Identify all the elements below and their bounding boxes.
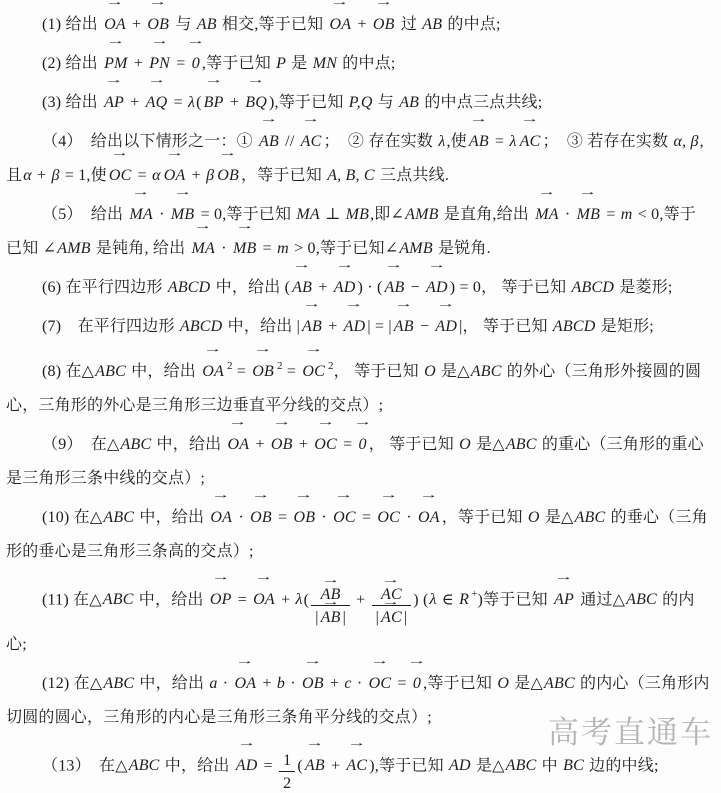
vector-term: → AB (319, 586, 343, 604)
vector-term: → OB (371, 8, 397, 42)
vector-term: → MA (127, 198, 155, 232)
list-item-11 (6, 574, 711, 662)
superscript: + (471, 588, 478, 601)
vector-term: → PN (147, 47, 172, 81)
text-run: + (324, 318, 342, 335)
text-run: | (315, 609, 319, 627)
vector-term: → OB (269, 428, 295, 462)
text-run: ( (196, 94, 202, 111)
math-variable: O (424, 363, 436, 380)
text-run: ，等于已知 (441, 509, 527, 526)
text-run: ，等于已知 (240, 167, 327, 184)
math-variable: ABCD (179, 318, 223, 335)
vector-term: → AC (379, 608, 404, 627)
text-run: = 0,等于已知 (196, 206, 296, 223)
text-run: 的中点; (443, 16, 501, 33)
text-run: = (338, 436, 357, 453)
math-variable: λ (429, 591, 437, 609)
vector-term: → OA (102, 8, 128, 42)
text-run: · (218, 674, 233, 692)
math-variable: ABC (128, 757, 160, 775)
text-run: = (133, 167, 152, 184)
math-variable: MA (296, 206, 320, 223)
text-run: ∈ (437, 591, 459, 609)
math-variable: AMB (57, 240, 91, 257)
vector-term: → OP (208, 583, 234, 617)
text-run: + (351, 591, 370, 609)
text-run: 是菱形; (615, 279, 673, 296)
text-run: 与 (373, 94, 399, 111)
text-run: + (325, 674, 344, 692)
text-run: (11) 在△ (42, 591, 102, 609)
text-run: 是△ (471, 757, 505, 775)
vector-term: → OA (208, 501, 234, 535)
vector-term: → MA (190, 232, 218, 266)
text-run: 是锐角. (433, 240, 491, 257)
text-run: | (403, 609, 408, 627)
vector-term: → AB (319, 608, 343, 627)
text-run: （4） 给出以下情形之一：① (42, 133, 258, 150)
vector-term: → BP (202, 86, 226, 120)
math-variable: ABCD (552, 318, 596, 335)
vector-term: → OC (312, 428, 339, 462)
list-item-5 (6, 198, 711, 266)
text-run: = (357, 509, 376, 526)
vector-term: → OC (331, 501, 358, 535)
vector-term: → AC (518, 125, 543, 159)
vector-term: → 0 (190, 47, 202, 81)
text-run: ) = 0， 等于已知 (449, 279, 571, 296)
vector-term: → AB (467, 125, 491, 159)
vector-term: → AC (379, 586, 404, 604)
text-run: 是矩形; (596, 318, 654, 335)
vector-term: → OA (200, 355, 226, 389)
text-run: 三点共线. (375, 167, 450, 184)
text-run: · (234, 509, 249, 526)
math-variable: ABCD (167, 279, 211, 296)
text-run: − (415, 318, 434, 335)
math-variable: α, β (673, 133, 699, 150)
superscript: 2 (327, 360, 334, 372)
math-variable: ABC (103, 509, 135, 526)
text-run: = 1,使 (60, 167, 107, 184)
math-variable: β (206, 167, 215, 184)
vector-term: → PM (102, 47, 130, 81)
text-run: | (342, 609, 346, 627)
text-run: 1 (283, 751, 292, 769)
vector-term: → OB (250, 355, 276, 389)
vector-term: → OC (107, 159, 134, 193)
vector-term: → AB (257, 125, 281, 159)
text-run: ) ( (413, 591, 429, 609)
text-run: (2) 给出 (42, 55, 103, 72)
math-variable: ABC (505, 436, 537, 453)
text-run: = (233, 591, 252, 609)
text-run: ； ③ 若存在实数 (542, 133, 673, 150)
text-run: + (129, 55, 148, 72)
list-item-3 (6, 86, 711, 120)
vector-term: → MB (231, 232, 259, 266)
text-run: 相交,等于已知 (217, 16, 328, 33)
fraction (311, 574, 350, 628)
vector-term: → AP (552, 583, 576, 617)
text-run: + (127, 16, 146, 33)
vector-term: → OA (233, 667, 259, 701)
text-run: ， 等于已知 (333, 363, 424, 380)
text-run: · (402, 509, 416, 526)
text-run: (10) 在△ (42, 509, 103, 526)
text-run: ,即∠ (370, 206, 405, 223)
math-variable: a (209, 674, 218, 692)
text-run: 的垂心（三角形的垂心是三角形三条高的交点）; (6, 509, 708, 560)
text-run: + (294, 436, 313, 453)
text-run: (3) 给出 (42, 94, 103, 111)
text-run: |， 等于已知 (459, 318, 552, 335)
text-run: + (32, 167, 51, 184)
math-variable: λ (438, 133, 446, 150)
text-run: 边的中线; (584, 757, 659, 775)
vector-term: → AP (102, 86, 126, 120)
fraction-denominator (279, 772, 295, 793)
vector-term: → 0 (411, 667, 423, 701)
text-run: 中，给出 (127, 363, 201, 380)
text-run: (8) 在△ (42, 363, 95, 380)
math-variable: AMB (399, 240, 433, 257)
math-variable: λ (295, 591, 303, 609)
text-run: 2 (283, 774, 292, 792)
text-run: = (490, 133, 509, 150)
math-variable: ABC (544, 674, 575, 692)
text-run: ,使 (446, 133, 467, 150)
vector-term: → AB (290, 271, 314, 305)
text-run: + (225, 94, 244, 111)
vector-term: → AC (344, 749, 369, 783)
math-variable: BC (563, 757, 584, 775)
list-item-8 (6, 349, 711, 423)
math-variable: ABC (574, 509, 606, 526)
math-variable: m (620, 206, 633, 223)
text-run: (1) 给出 (42, 16, 103, 33)
text-run: = (259, 757, 278, 775)
math-variable: λ (188, 94, 196, 111)
math-variable: MB (345, 206, 370, 223)
text-run: 是直角,给出 (439, 206, 534, 223)
text-run: 中，给出 (152, 436, 226, 453)
vector-term: → AD (234, 749, 260, 783)
list-item-4 (6, 125, 711, 193)
math-variable: ABC (103, 674, 135, 692)
fraction (279, 740, 295, 793)
text-run: + (258, 674, 276, 692)
math-variable: ABC (626, 591, 657, 609)
text-run: = (602, 206, 620, 223)
vector-term: → AD (433, 310, 459, 344)
text-run: ( (303, 591, 310, 609)
text-run: · (352, 674, 367, 692)
text-run: 与 (171, 16, 196, 33)
text-run: 的中点; (338, 55, 396, 72)
text-run: 是△ (471, 436, 505, 453)
text-run: (6) 在平行四边形 (42, 279, 167, 296)
vector-term: → OB (300, 667, 326, 701)
text-run: + (251, 436, 269, 453)
fraction-denominator (311, 606, 350, 627)
vector-term: → OC (367, 667, 394, 701)
text-run: 的中点三点共线; (420, 94, 543, 111)
text-run: = (232, 363, 251, 380)
text-run: < 0,等于已知 ∠ (6, 206, 696, 257)
vector-term: → 0 (357, 428, 369, 462)
text-run: 是△ (510, 674, 543, 692)
text-run: + (276, 591, 295, 609)
text-run: ⊥ (320, 206, 345, 223)
text-run: ),等于已知 (268, 94, 348, 111)
text-run: 的内心（三角形内切圆的圆心，三角形的内心是三角形三条角平分线的交点）; (6, 674, 710, 726)
math-variable: α (23, 167, 32, 184)
text-run: · (317, 509, 332, 526)
text-run: 中，给出 ( (211, 279, 291, 296)
text-run: = (169, 94, 187, 111)
math-variable: ABC (102, 591, 134, 609)
text-run: (12) 在△ (42, 674, 103, 692)
vector-term: → OA (416, 501, 442, 535)
vector-term: → BQ (243, 86, 269, 120)
text-run: , 且 (6, 133, 704, 184)
text-run: = (393, 674, 411, 692)
text-run: = (282, 363, 301, 380)
math-variable: ABC (470, 363, 502, 380)
fraction (372, 574, 412, 628)
math-variable: ABC (120, 436, 152, 453)
math-variable: ABCD (571, 279, 615, 296)
math-variable: A, B, C (327, 167, 375, 184)
math-variable: AD (449, 757, 471, 775)
text-run: ,等于已知 (201, 55, 276, 72)
math-variable: AB (196, 16, 217, 33)
text-run: | (375, 609, 379, 627)
vector-term: → AC (299, 125, 324, 159)
math-variable: O (527, 509, 540, 526)
text-run: 的外心（三角形外接圆的圆心，三角形的外心是三角形三边垂直平分线的交点）; (6, 363, 702, 414)
vector-term: → MB (169, 198, 197, 232)
vector-term: → OA (162, 159, 188, 193)
text-run: 中，给出 (135, 674, 209, 692)
text-run: · (217, 240, 231, 257)
text-run: 过 (396, 16, 422, 33)
text-run: ( (297, 757, 303, 775)
text-run: ； ② 存在实数 (323, 133, 438, 150)
text-run: ) · ( (357, 279, 383, 296)
text-run: + (187, 167, 206, 184)
watermark: 高考直通车 (548, 715, 713, 750)
vector-term: → OA (251, 583, 277, 617)
vector-term: → AD (424, 271, 450, 305)
math-variable: MN (312, 55, 338, 72)
text-run: 是△ (540, 509, 574, 526)
text-run: 是 (287, 55, 312, 72)
text-run: （5） 给出 (42, 206, 128, 223)
math-variable: ABC (95, 363, 126, 380)
math-variable: m (277, 240, 289, 257)
text-run: = (172, 55, 190, 72)
math-variable: O (497, 674, 510, 692)
text-run: 中 (537, 757, 563, 775)
text-run: )等于已知 (477, 591, 553, 609)
vector-term: → OA (226, 428, 252, 462)
text-run: 的重心（三角形的重心是三角形三条中线的交点）; (6, 436, 704, 487)
text-run: + (353, 16, 371, 33)
math-variable: AMB (405, 206, 439, 223)
math-variable: O (459, 436, 471, 453)
text-run: = (273, 509, 292, 526)
text-run: · (286, 674, 301, 692)
vector-term: → OB (215, 159, 241, 193)
vector-term: → OB (291, 501, 317, 535)
text-run: | = | (367, 318, 392, 335)
math-variable: β (51, 167, 60, 184)
math-variable: λ (509, 133, 517, 150)
math-variable: b (276, 674, 286, 692)
superscript: 2 (277, 360, 283, 372)
math-variable: R (459, 591, 470, 609)
vector-term: → OB (248, 501, 274, 535)
vector-term: → AB (382, 271, 406, 305)
math-variable: AB (399, 94, 420, 111)
vector-term: → OC (300, 355, 327, 389)
text-run: // (280, 133, 299, 150)
text-run: · (154, 206, 169, 223)
vector-term: → AQ (144, 86, 170, 120)
fraction-numerator (279, 740, 295, 772)
text-run: ， 等于已知 (368, 436, 459, 453)
math-variable: P,Q (348, 94, 373, 111)
list-item-7 (6, 310, 711, 344)
text-run: 中，给出 | (223, 318, 301, 335)
list-item-10 (6, 501, 711, 569)
text-run: > 0,等于已知∠ (289, 240, 399, 257)
math-variable: AB (422, 16, 443, 33)
math-variable: ABC (505, 757, 537, 775)
vector-term: → AB (303, 749, 327, 783)
vector-term: → AD (332, 271, 358, 305)
vector-term: → AD (342, 310, 368, 344)
vector-term: → MB (575, 198, 603, 232)
text-run: 中，给出 (135, 509, 209, 526)
text-run: 通过△ (576, 591, 626, 609)
math-variable: P (276, 55, 287, 72)
vector-term: → AB (300, 310, 324, 344)
text-run: 是钝角, 给出 (91, 240, 190, 257)
vector-term: → AB (392, 310, 416, 344)
text-run: + (326, 757, 345, 775)
text-run: 的内心; (6, 591, 695, 653)
text-run: · (560, 206, 575, 223)
vector-term: → OA (328, 8, 354, 42)
superscript: 2 (226, 360, 233, 372)
text-run: （13） 在△ (42, 757, 128, 775)
text-run: = (258, 240, 277, 257)
math-variable: c (344, 674, 352, 692)
text-run: ),等于已知 (369, 757, 449, 775)
vector-term: → OC (375, 501, 402, 535)
text-run: 是△ (436, 363, 470, 380)
text-run: （9） 在△ (42, 436, 120, 453)
list-item-9 (6, 428, 711, 496)
text-run: ,等于已知 (423, 674, 497, 692)
text-run: (7) 在平行四边形 (42, 318, 179, 335)
math-variable: α (152, 167, 161, 184)
text-run: + (314, 279, 332, 296)
text-run: + (126, 94, 144, 111)
vector-term: → OB (145, 8, 171, 42)
fraction-denominator (372, 606, 412, 627)
vector-term: → MA (533, 198, 561, 232)
text-run: − (406, 279, 425, 296)
text-run: 中，给出 (160, 757, 234, 775)
text-run: 中，给出 (134, 591, 208, 609)
